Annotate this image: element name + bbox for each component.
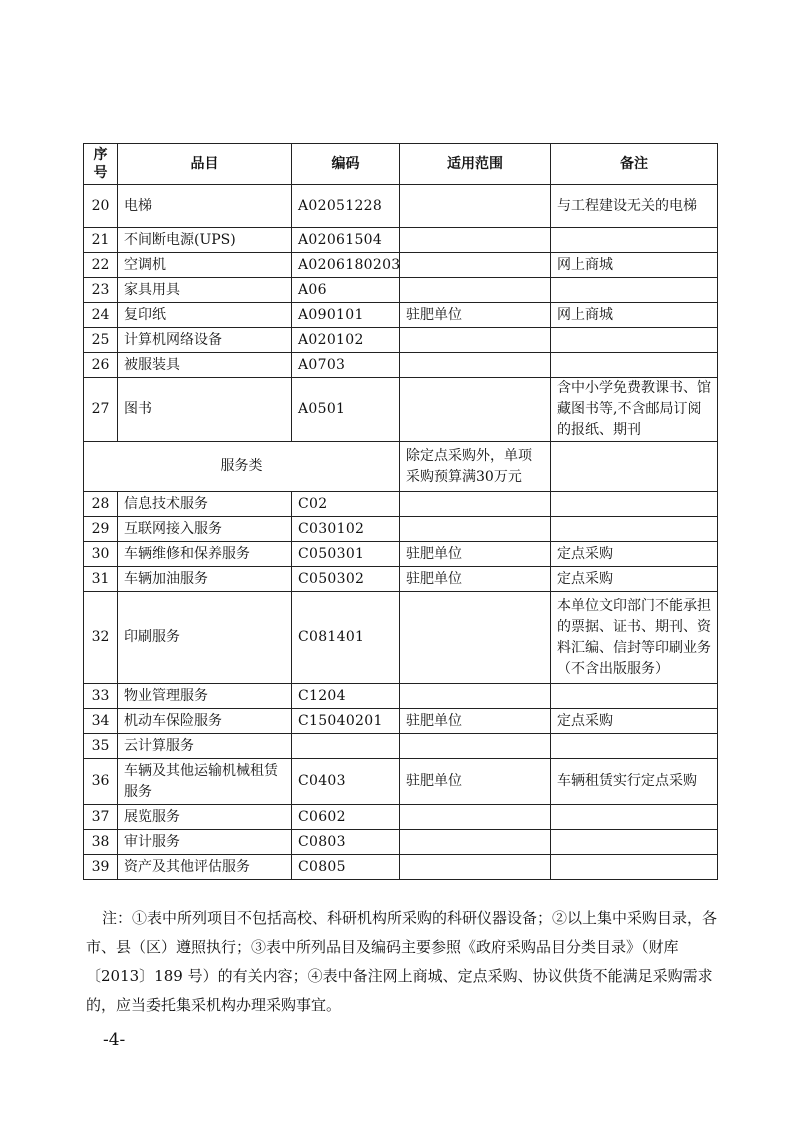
row-remark xyxy=(551,492,718,517)
row-code: C0602 xyxy=(292,805,400,830)
row-number: 20 xyxy=(84,185,118,228)
row-number: 22 xyxy=(84,253,118,278)
row-remark: 定点采购 xyxy=(551,567,718,592)
row-remark: 定点采购 xyxy=(551,542,718,567)
row-code: C0803 xyxy=(292,830,400,855)
row-item: 展览服务 xyxy=(118,805,292,830)
row-item: 车辆维修和保养服务 xyxy=(118,542,292,567)
goods-rows xyxy=(84,185,718,442)
row-remark: 定点采购 xyxy=(551,709,718,734)
row-code: A020102 xyxy=(292,328,400,353)
row-code: C081401 xyxy=(292,592,400,684)
row-remark xyxy=(551,228,718,253)
service-category-section xyxy=(84,442,718,492)
row-code: A0501 xyxy=(292,378,400,442)
table-row xyxy=(84,759,718,805)
row-scope: 驻肥单位 xyxy=(400,759,551,805)
row-code: C02 xyxy=(292,492,400,517)
row-item: 不间断电源(UPS) xyxy=(118,228,292,253)
row-item: 空调机 xyxy=(118,253,292,278)
row-item: 印刷服务 xyxy=(118,592,292,684)
row-code: A0206180203 xyxy=(292,253,400,278)
table-row xyxy=(84,805,718,830)
row-item: 车辆及其他运输机械租赁服务 xyxy=(118,759,292,805)
table-row xyxy=(84,567,718,592)
row-number: 24 xyxy=(84,303,118,328)
table-row xyxy=(84,830,718,855)
row-item: 家具用具 xyxy=(118,278,292,303)
table-row xyxy=(84,709,718,734)
row-number: 21 xyxy=(84,228,118,253)
row-remark: 车辆租赁实行定点采购 xyxy=(551,759,718,805)
row-item: 云计算服务 xyxy=(118,734,292,759)
service-category-remark xyxy=(551,442,718,492)
row-scope xyxy=(400,734,551,759)
row-code: A02051228 xyxy=(292,185,400,228)
footnote: 注：①表中所列项目不包括高校、科研机构所采购的科研仪器设备；②以上集中采购目录，各市、县（区）遵照执行；③表中所列品目及编码主要参照《政府采购品目分类目录》（财库〔2013〕189 号）的有关内容；④表中备注网上商城、定点采购、协议供货不能满足采购需求的，应当委托集采机构办理采购事宜。 xyxy=(86,909,718,1014)
row-item: 互联网接入服务 xyxy=(118,517,292,542)
row-number: 23 xyxy=(84,278,118,303)
row-scope xyxy=(400,855,551,880)
table-row xyxy=(84,278,718,303)
row-scope: 驻肥单位 xyxy=(400,709,551,734)
table-row xyxy=(84,542,718,567)
procurement-catalog-table xyxy=(83,143,718,880)
row-code xyxy=(292,734,400,759)
row-scope xyxy=(400,830,551,855)
row-scope xyxy=(400,517,551,542)
row-scope xyxy=(400,185,551,228)
row-scope xyxy=(400,592,551,684)
header-number xyxy=(84,144,118,185)
row-item: 信息技术服务 xyxy=(118,492,292,517)
row-number: 39 xyxy=(84,855,118,880)
table-row xyxy=(84,378,718,442)
service-category-row xyxy=(84,442,718,492)
service-category-label: 服务类 xyxy=(84,442,400,492)
row-code: C1204 xyxy=(292,684,400,709)
row-item: 被服装具 xyxy=(118,353,292,378)
row-scope xyxy=(400,684,551,709)
row-item: 机动车保险服务 xyxy=(118,709,292,734)
row-item: 复印纸 xyxy=(118,303,292,328)
row-remark: 含中小学免费教课书、馆藏图书等,不含邮局订阅的报纸、期刊 xyxy=(551,378,718,442)
row-item: 资产及其他评估服务 xyxy=(118,855,292,880)
row-remark xyxy=(551,353,718,378)
table-row xyxy=(84,228,718,253)
row-item: 电梯 xyxy=(118,185,292,228)
row-number: 30 xyxy=(84,542,118,567)
row-code: C15040201 xyxy=(292,709,400,734)
row-number: 29 xyxy=(84,517,118,542)
table-row xyxy=(84,185,718,228)
row-remark xyxy=(551,328,718,353)
header-remark: 备注 xyxy=(551,144,718,185)
row-remark xyxy=(551,517,718,542)
header-scope: 适用范围 xyxy=(400,144,551,185)
table-row xyxy=(84,855,718,880)
row-code: C0403 xyxy=(292,759,400,805)
row-item: 计算机网络设备 xyxy=(118,328,292,353)
row-number: 26 xyxy=(84,353,118,378)
row-scope xyxy=(400,328,551,353)
header-number-line2: 号 xyxy=(93,165,108,181)
row-number: 27 xyxy=(84,378,118,442)
table-row xyxy=(84,517,718,542)
row-scope xyxy=(400,492,551,517)
row-scope: 驻肥单位 xyxy=(400,567,551,592)
row-remark: 网上商城 xyxy=(551,253,718,278)
table-row xyxy=(84,353,718,378)
header-number-line1: 序 xyxy=(93,147,108,163)
row-remark: 网上商城 xyxy=(551,303,718,328)
row-remark xyxy=(551,734,718,759)
table-row xyxy=(84,492,718,517)
page-number: -4- xyxy=(103,1030,126,1050)
row-item: 图书 xyxy=(118,378,292,442)
row-item: 物业管理服务 xyxy=(118,684,292,709)
table-row xyxy=(84,303,718,328)
row-number: 25 xyxy=(84,328,118,353)
row-remark xyxy=(551,278,718,303)
row-number: 34 xyxy=(84,709,118,734)
table-row xyxy=(84,328,718,353)
row-scope xyxy=(400,378,551,442)
row-code: C030102 xyxy=(292,517,400,542)
row-scope xyxy=(400,278,551,303)
header-item: 品目 xyxy=(118,144,292,185)
row-number: 31 xyxy=(84,567,118,592)
row-number: 38 xyxy=(84,830,118,855)
row-number: 37 xyxy=(84,805,118,830)
row-number: 35 xyxy=(84,734,118,759)
row-item: 审计服务 xyxy=(118,830,292,855)
row-number: 32 xyxy=(84,592,118,684)
row-scope xyxy=(400,805,551,830)
row-item: 车辆加油服务 xyxy=(118,567,292,592)
table-header-row xyxy=(84,144,718,185)
table-row xyxy=(84,734,718,759)
table-row xyxy=(84,684,718,709)
service-rows xyxy=(84,492,718,880)
row-code: A0703 xyxy=(292,353,400,378)
service-category-scope: 除定点采购外，单项采购预算满30万元 xyxy=(400,442,551,492)
row-remark xyxy=(551,805,718,830)
row-code: A06 xyxy=(292,278,400,303)
row-scope xyxy=(400,253,551,278)
table-row xyxy=(84,253,718,278)
row-number: 36 xyxy=(84,759,118,805)
row-scope xyxy=(400,353,551,378)
header-code: 编码 xyxy=(292,144,400,185)
row-remark xyxy=(551,830,718,855)
table-row xyxy=(84,592,718,684)
row-code: A02061504 xyxy=(292,228,400,253)
row-remark: 与工程建设无关的电梯 xyxy=(551,185,718,228)
row-code: C050301 xyxy=(292,542,400,567)
row-code: A090101 xyxy=(292,303,400,328)
row-scope: 驻肥单位 xyxy=(400,303,551,328)
row-number: 28 xyxy=(84,492,118,517)
row-number: 33 xyxy=(84,684,118,709)
row-scope xyxy=(400,228,551,253)
row-remark: 本单位文印部门不能承担的票据、证书、期刊、资料汇编、信封等印刷业务（不含出版服务） xyxy=(551,592,718,684)
row-remark xyxy=(551,684,718,709)
row-code: C050302 xyxy=(292,567,400,592)
row-remark xyxy=(551,855,718,880)
row-scope: 驻肥单位 xyxy=(400,542,551,567)
row-code: C0805 xyxy=(292,855,400,880)
